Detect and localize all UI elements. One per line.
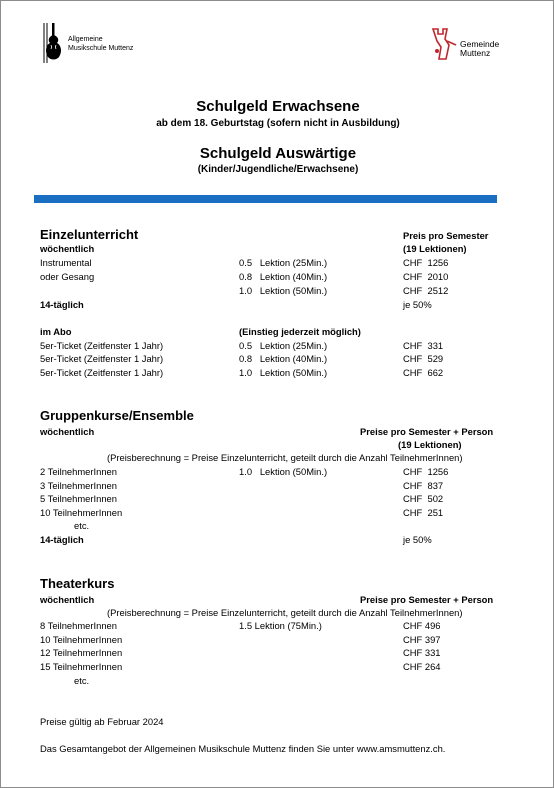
- valid-from-text: Preise gültig ab Februar 2024: [40, 716, 164, 727]
- gruppen-row-price: CHF 1256: [403, 466, 449, 477]
- theater-row-price: CHF 331: [403, 647, 441, 658]
- einzel-row-label: Instrumental: [40, 257, 92, 268]
- theater-row-price: CHF 397: [403, 634, 441, 645]
- abo-row-lesson: 0.5 Lektion (25Min.): [239, 340, 328, 351]
- theater-row-price: CHF 264: [403, 661, 441, 672]
- logo-line1: Allgemeine: [68, 36, 103, 43]
- abo-row-lesson: 1.0 Lektion (50Min.): [239, 367, 328, 378]
- einzel-row-lesson: 0.5 Lektion (25Min.): [239, 257, 328, 268]
- einzel-row-price: CHF 2512: [403, 285, 449, 296]
- gruppen-row-label: 10 TeilnehmerInnen: [40, 507, 123, 518]
- gruppen-biweekly-price: je 50%: [403, 534, 432, 545]
- gruppen-row-label: 5 TeilnehmerInnen: [40, 493, 117, 504]
- abo-row-label: 5er-Ticket (Zeitfenster 1 Jahr): [40, 367, 164, 378]
- einzel-row-lesson: 1.0 Lektion (50Min.): [239, 285, 328, 296]
- abo-row-label: 5er-Ticket (Zeitfenster 1 Jahr): [40, 353, 164, 364]
- theater-row-price: CHF 496: [403, 620, 441, 631]
- einzel-weekly-label: wöchentlich: [40, 243, 95, 254]
- einzel-biweekly-label: 14-täglich: [40, 299, 84, 310]
- abo-row-price: CHF 529: [403, 353, 444, 364]
- gruppen-lesson: 1.0 Lektion (50Min.): [239, 466, 328, 477]
- abo-row-price: CHF 662: [403, 367, 444, 378]
- theater-note: (Preisberechnung = Preise Einzelunterricht, geteilt durch die Anzahl TeilnehmerInnen): [107, 607, 463, 618]
- subtitle-erwachsene: ab dem 18. Geburtstag (sofern nicht in Ausbildung): [156, 118, 400, 129]
- gruppen-biweekly-label: 14-täglich: [40, 534, 84, 545]
- gemeinde-emblem-icon: [429, 25, 459, 61]
- abo-row-label: 5er-Ticket (Zeitfenster 1 Jahr): [40, 340, 164, 351]
- einzel-heading: Einzelunterricht: [40, 227, 139, 242]
- theater-lesson: 1.5 Lektion (75Min.): [239, 620, 322, 631]
- title-auswaertige: Schulgeld Auswärtige: [199, 145, 357, 162]
- theater-heading: Theaterkurs: [40, 576, 115, 591]
- gruppen-row-label: 3 TeilnehmerInnen: [40, 480, 117, 491]
- theater-row-label: 12 TeilnehmerInnen: [40, 647, 123, 658]
- abo-label: im Abo: [40, 326, 72, 337]
- gruppen-etc: etc.: [74, 520, 90, 531]
- gemeinde-line1: Gemeinde: [460, 39, 500, 49]
- einzel-row-label: oder Gesang: [40, 271, 95, 282]
- einzel-price-head: Preis pro Semester: [403, 230, 489, 241]
- gruppen-price-head2: (19 Lektionen): [398, 439, 462, 450]
- gruppen-row-price: CHF 837: [403, 480, 444, 491]
- einzel-price-head2: (19 Lektionen): [403, 243, 467, 254]
- theater-price-head: Preise pro Semester + Person: [360, 594, 494, 605]
- subtitle-auswaertige: (Kinder/Jugendliche/Erwachsene): [197, 164, 359, 175]
- gruppen-row-label: 2 TeilnehmerInnen: [40, 466, 117, 477]
- einzel-biweekly-price: je 50%: [403, 299, 432, 310]
- gruppen-row-price: CHF 251: [403, 507, 444, 518]
- abo-row-price: CHF 331: [403, 340, 444, 351]
- theater-row-label: 15 TeilnehmerInnen: [40, 661, 123, 672]
- gruppen-weekly-label: wöchentlich: [40, 426, 95, 437]
- gruppen-note: (Preisberechnung = Preise Einzelunterricht, geteilt durch die Anzahl TeilnehmerInnen): [107, 452, 463, 463]
- musikschule-logo: [41, 23, 171, 63]
- gruppen-price-head: Preise pro Semester + Person: [360, 426, 494, 437]
- gemeinde-logo: [429, 25, 519, 61]
- theater-row-label: 10 TeilnehmerInnen: [40, 634, 123, 645]
- double-bass-icon: [41, 23, 63, 63]
- theater-etc: etc.: [74, 675, 90, 686]
- logo-line2: Musikschule Muttenz: [68, 44, 134, 52]
- divider-bar: [34, 195, 497, 203]
- einzel-row-price: CHF 1256: [403, 257, 449, 268]
- einzel-row-price: CHF 2010: [403, 271, 449, 282]
- gemeinde-line2: Muttenz: [460, 48, 491, 58]
- theater-row-label: 8 TeilnehmerInnen: [40, 620, 117, 631]
- title-erwachsene: Schulgeld Erwachsene: [196, 98, 360, 115]
- abo-note: (Einstieg jederzeit möglich): [239, 326, 361, 337]
- gruppen-row-price: CHF 502: [403, 493, 444, 504]
- footer-info-text: Das Gesamtangebot der Allgemeinen Musikschule Muttenz finden Sie unter www.amsmuttenz.ch.: [40, 743, 446, 754]
- einzel-row-lesson: 0.8 Lektion (40Min.): [239, 271, 328, 282]
- gruppen-heading: Gruppenkurse/Ensemble: [40, 408, 194, 423]
- theater-weekly-label: wöchentlich: [40, 594, 95, 605]
- abo-row-lesson: 0.8 Lektion (40Min.): [239, 353, 328, 364]
